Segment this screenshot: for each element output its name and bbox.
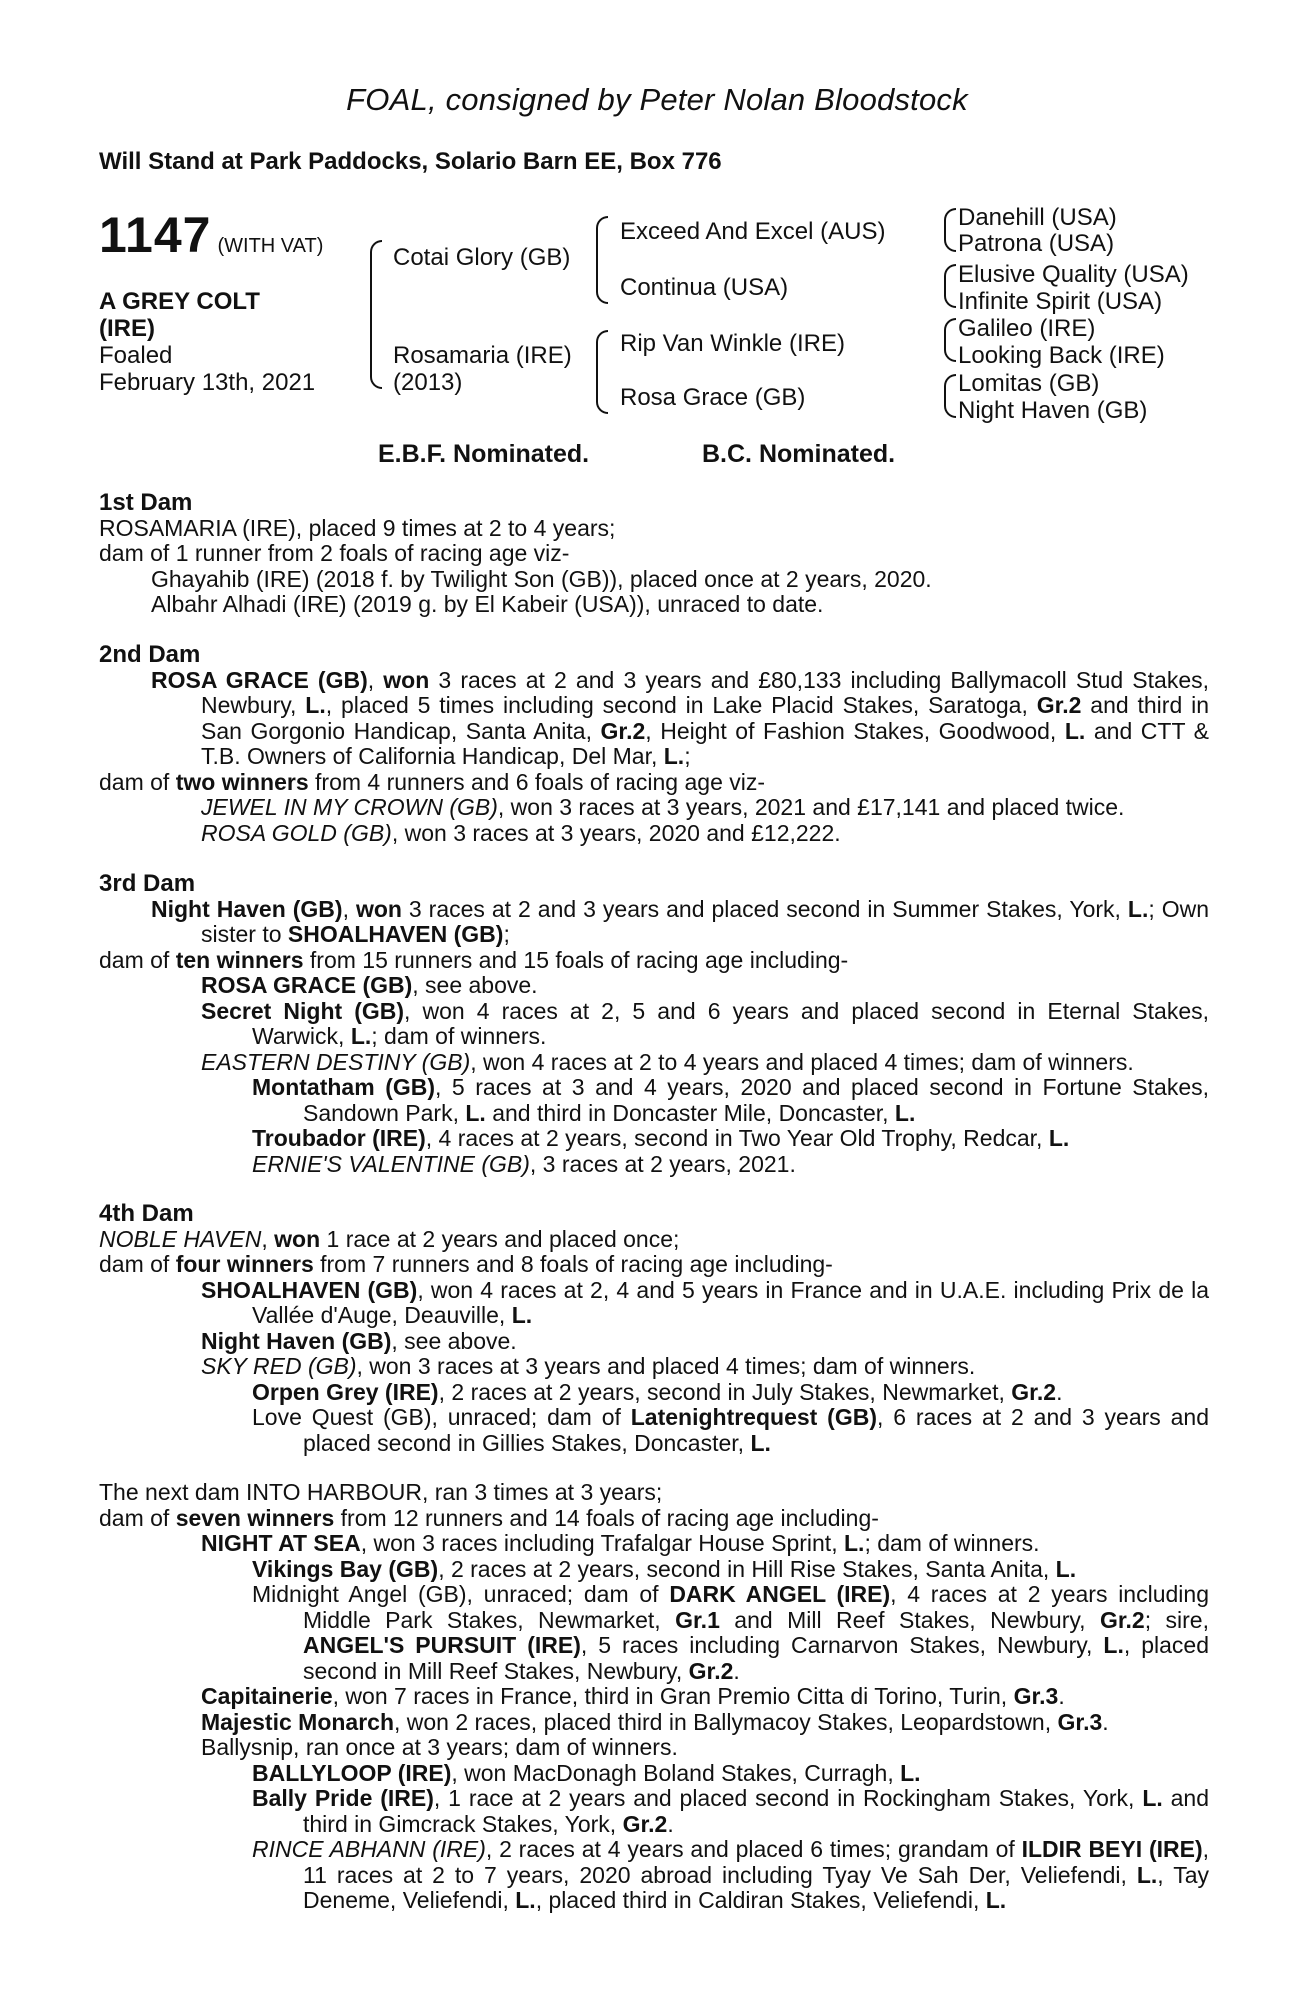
horse-name: RINCE ABHANN (IRE) xyxy=(252,1836,486,1862)
text-run: , 2 races at 2 years, second in July Stakes, Newmarket, xyxy=(438,1378,1012,1405)
pedigree-g1: Danehill (USA) xyxy=(958,204,1117,231)
race-grade: L. xyxy=(305,692,326,718)
horse-name: Latenightrequest (GB) xyxy=(630,1404,877,1430)
text-run: . xyxy=(1102,1708,1109,1735)
horse-country: (IRE) xyxy=(99,315,155,342)
text-run: , won 3 races including Trafalgar House Sprint, xyxy=(360,1530,844,1556)
third-dam-produce-line xyxy=(99,948,1209,974)
text-run: , placed 5 times including second in Lake Placid Stakes, Saratoga, xyxy=(325,692,1037,718)
fourth-dam-record xyxy=(99,1227,1209,1253)
text-run: , see above. xyxy=(412,972,538,998)
pedigree-dam-year: (2013) xyxy=(393,369,463,396)
pedigree-sire: Cotai Glory (GB) xyxy=(393,244,571,271)
text-run: , 5 races including Carnarvon Stakes, Newbury, xyxy=(580,1632,1104,1658)
race-grade: L. xyxy=(663,743,685,769)
pedigree-brace-g3 xyxy=(944,318,956,362)
next-dam-produce-line xyxy=(99,1506,1209,1532)
horse-name: ILDIR BEYI (IRE) xyxy=(1021,1836,1203,1862)
text-run: , xyxy=(367,666,384,693)
produce-entry xyxy=(99,973,1209,999)
second-dam-record xyxy=(99,668,1209,770)
text-run: dam of xyxy=(99,1504,176,1531)
text-run: , Height of Fashion Stakes, Goodwood, xyxy=(645,717,1065,744)
race-grade: Gr.3 xyxy=(1057,1708,1103,1735)
text-run: and CTT & T.B. Owners of California Handicap, Del Mar, xyxy=(201,717,1209,769)
horse-name: ROSA GRACE (GB) xyxy=(201,972,413,998)
text-run: four winners xyxy=(175,1251,314,1277)
produce-entry xyxy=(99,1354,1209,1380)
horse-name: Troubador (IRE) xyxy=(252,1125,426,1151)
text-run: , 2 races at 2 years, second in Hill Rise Stakes, Santa Anita, xyxy=(438,1555,1056,1582)
horse-name: ANGEL'S PURSUIT (IRE) xyxy=(303,1632,581,1658)
stabling-line: Will Stand at Park Paddocks, Solario Barn EE, Box 776 xyxy=(99,148,722,175)
race-grade: L. xyxy=(1127,895,1149,922)
horse-name: ERNIE'S VALENTINE (GB) xyxy=(252,1150,530,1177)
horse-name: SHOALHAVEN (GB) xyxy=(287,921,504,947)
next-dam-line: The next dam INTO HARBOUR, ran 3 times at 3 years; xyxy=(99,1479,663,1505)
text-run: , xyxy=(261,1225,275,1252)
race-grade: L. xyxy=(1048,1125,1070,1151)
text-run: 3 races at 2 and 3 years and placed second in Summer Stakes, York, xyxy=(401,895,1128,922)
text-run: , won 4 races at 2, 4 and 5 years in France and in U.A.E. including Prix de la Vallée d'Auge, Deauville, xyxy=(252,1276,1209,1328)
text-run: ; xyxy=(684,743,691,769)
text-run: , won MacDonagh Boland Stakes, Curragh, xyxy=(451,1759,901,1786)
race-grade: L. xyxy=(1055,1555,1077,1582)
text-run: , placed third in Caldiran Stakes, Veliefendi, xyxy=(535,1887,986,1913)
horse-description xyxy=(99,288,315,396)
text-run: , 4 races at 2 years, second in Two Year Old Trophy, Redcar, xyxy=(425,1125,1049,1151)
first-dam-heading: 1st Dam xyxy=(99,489,193,516)
pedigree-g2: Patrona (USA) xyxy=(958,230,1115,257)
pedigree-brace-main xyxy=(370,240,382,389)
lot-heading xyxy=(99,206,323,264)
text-run: and third in San Gorgonio Handicap, Santa Anita, xyxy=(201,692,1209,744)
race-grade: L. xyxy=(515,1887,536,1913)
text-run: . xyxy=(1058,1683,1065,1709)
horse-name: Orpen Grey (IRE) xyxy=(252,1378,439,1405)
produce-entry xyxy=(99,1761,1209,1787)
race-grade: Gr.2 xyxy=(688,1657,734,1684)
horse-name: ROSA GRACE (GB) xyxy=(151,666,368,693)
text-run: , won 3 races at 3 years, 2021 and £17,141 and placed twice. xyxy=(497,794,1125,820)
race-grade: L. xyxy=(900,1759,921,1786)
horse-name: Montatham (GB) xyxy=(252,1074,436,1100)
text-run: , won 2 races, placed third in Ballymacoy Stakes, Leopardstown, xyxy=(394,1708,1058,1735)
second-dam-heading: 2nd Dam xyxy=(99,641,201,668)
race-grade: Gr.2 xyxy=(1011,1378,1057,1405)
produce-entry xyxy=(99,821,1209,847)
horse-name: BALLYLOOP (IRE) xyxy=(252,1759,452,1786)
pedigree-dam-dam: Rosa Grace (GB) xyxy=(620,384,806,411)
pedigree-g6: Looking Back (IRE) xyxy=(958,342,1165,369)
lot-number: 1147 xyxy=(99,207,212,263)
text-run: , see above. xyxy=(391,1327,517,1354)
pedigree-dam: Rosamaria (IRE) xyxy=(393,342,572,369)
text-run: dam of xyxy=(99,768,176,795)
text-run: from 4 runners and 6 foals of racing age viz- xyxy=(308,768,766,795)
vat-label: (WITH VAT) xyxy=(217,235,324,257)
produce-entry xyxy=(99,1582,1209,1684)
produce-entry xyxy=(99,1126,1209,1152)
produce-entry xyxy=(99,1075,1209,1126)
produce-entry xyxy=(99,1152,1209,1178)
text-run: ; dam of winners. xyxy=(371,1023,547,1049)
race-grade: L. xyxy=(750,1429,771,1456)
horse-name: Vikings Bay (GB) xyxy=(252,1555,439,1582)
pedigree-brace-g4 xyxy=(944,374,956,418)
horse-name: Night Haven (GB) xyxy=(201,1327,392,1354)
text-run: ten winners xyxy=(175,946,304,973)
text-run: 1 race at 2 years and placed once; xyxy=(320,1225,680,1252)
produce-entry xyxy=(99,1531,1209,1557)
produce-entry: Albahr Alhadi (IRE) (2019 g. by El Kabeir (USA)), unraced to date. xyxy=(151,591,824,617)
text-run: and Mill Reef Stakes, Newbury, xyxy=(719,1606,1100,1633)
text-run: . xyxy=(667,1810,674,1837)
race-grade: L. xyxy=(350,1023,372,1049)
text-run: , xyxy=(342,895,356,922)
text-run: seven winners xyxy=(175,1504,335,1531)
second-dam-section xyxy=(99,642,1209,846)
pedigree-sire-dam: Continua (USA) xyxy=(620,274,789,301)
horse-name: Majestic Monarch xyxy=(201,1708,394,1735)
race-grade: Gr.2 xyxy=(1099,1606,1145,1633)
text-run: ; xyxy=(503,921,510,947)
produce-entry xyxy=(99,795,1209,821)
produce-entry: Ghayahib (IRE) (2018 f. by Twilight Son (GB)), placed once at 2 years, 2020. xyxy=(151,565,932,592)
race-grade: L. xyxy=(894,1099,916,1126)
text-run: ; sire, xyxy=(1144,1606,1209,1633)
horse-name: Secret Night (GB) xyxy=(201,997,405,1024)
text-run: won xyxy=(274,1225,321,1252)
text-run: Midnight Angel (GB), unraced; dam of xyxy=(252,1581,670,1607)
text-run: , won 3 races at 3 years and placed 4 times; dam of winners. xyxy=(356,1353,976,1379)
horse-name: DARK ANGEL (IRE) xyxy=(669,1581,891,1607)
horse-name: EASTERN DESTINY (GB) xyxy=(201,1048,471,1075)
ebf-nomination: E.B.F. Nominated. xyxy=(378,440,590,468)
produce-entry xyxy=(99,1786,1209,1837)
race-grade: L. xyxy=(985,1887,1007,1913)
third-dam-record xyxy=(99,897,1209,948)
text-run: , 2 races at 4 years and placed 6 times; grandam of xyxy=(485,1836,1022,1862)
race-grade: Gr.2 xyxy=(1036,692,1082,718)
text-run: , placed second in Mill Reef Stakes, Newbury, xyxy=(303,1632,1210,1684)
foaled-label: Foaled xyxy=(99,342,173,369)
text-run: won xyxy=(383,666,430,693)
text-run: from 15 runners and 15 foals of racing age including- xyxy=(303,946,849,973)
pedigree-brace-g2 xyxy=(944,264,956,308)
race-grade: L. xyxy=(1136,1861,1158,1888)
text-run: from 12 runners and 14 foals of racing age including- xyxy=(334,1504,879,1531)
horse-name: SKY RED (GB) xyxy=(201,1353,357,1379)
race-grade: Gr.3 xyxy=(1013,1683,1059,1709)
text-run: and third in Gimcrack Stakes, York, xyxy=(303,1785,1210,1837)
pedigree-dam-sire: Rip Van Winkle (IRE) xyxy=(620,330,845,357)
race-grade: Gr.1 xyxy=(675,1606,720,1633)
produce-entry xyxy=(99,1837,1209,1914)
text-run: , 11 races at 2 to 7 years, 2020 abroad including Tyay Ve Sah Der, Veliefendi, xyxy=(303,1836,1209,1888)
horse-name: Bally Pride (IRE) xyxy=(252,1785,434,1811)
pedigree-sire-sire: Exceed And Excel (AUS) xyxy=(620,218,886,245)
text-run: ; dam of winners. xyxy=(864,1530,1040,1556)
text-run: , won 4 races at 2, 5 and 6 years and placed second in Eternal Stakes, Warwick, xyxy=(252,997,1210,1049)
produce-entry xyxy=(99,1329,1209,1355)
race-grade: L. xyxy=(511,1302,533,1328)
horse-name: Night Haven (GB) xyxy=(151,895,343,922)
text-run: , won 3 races at 3 years, 2020 and £12,222. xyxy=(391,819,841,846)
text-run: and third in Doncaster Mile, Doncaster, xyxy=(485,1099,895,1126)
text-run: , 5 races at 3 and 4 years, 2020 and placed second in Fortune Stakes, Sandown Park, xyxy=(303,1074,1209,1126)
first-dam-produce-line: dam of 1 runner from 2 foals of racing age viz- xyxy=(99,540,570,566)
text-run: , 4 races at 2 years including Middle Park Stakes, Newmarket, xyxy=(303,1581,1209,1633)
bc-nomination: B.C. Nominated. xyxy=(702,440,896,468)
race-grade: L. xyxy=(1064,717,1086,744)
pedigree-g5: Galileo (IRE) xyxy=(958,315,1096,342)
text-run: . xyxy=(733,1657,740,1684)
text-run: , won 7 races in France, third in Gran Premio Citta di Torino, Turin, xyxy=(332,1683,1014,1709)
text-run: from 7 runners and 8 foals of racing age including- xyxy=(313,1251,833,1277)
produce-entry xyxy=(99,1278,1209,1329)
produce-entry xyxy=(99,1405,1209,1456)
race-grade: L. xyxy=(1103,1632,1124,1658)
pedigree-g8: Night Haven (GB) xyxy=(958,397,1148,424)
first-dam-line: ROSAMARIA (IRE), placed 9 times at 2 to 4 years; xyxy=(99,514,616,541)
horse-name: JEWEL IN MY CROWN (GB) xyxy=(201,794,498,820)
text-run: dam of xyxy=(99,1251,176,1277)
third-dam-section xyxy=(99,871,1209,1177)
race-grade: Gr.2 xyxy=(600,717,646,744)
third-dam-heading: 3rd Dam xyxy=(99,870,196,897)
text-run: , 1 race at 2 years and placed second in Rockingham Stakes, York, xyxy=(433,1785,1143,1811)
produce-entry: Ballysnip, ran once at 3 years; dam of winners. xyxy=(201,1734,678,1760)
first-dam-section xyxy=(99,490,1209,618)
horse-name: NOBLE HAVEN xyxy=(99,1225,262,1252)
second-dam-produce-line xyxy=(99,770,1209,796)
text-run: , won 4 races at 2 to 4 years and placed 4 times; dam of winners. xyxy=(470,1048,1134,1075)
produce-entry xyxy=(99,1050,1209,1076)
pedigree-g7: Lomitas (GB) xyxy=(958,370,1100,397)
pedigree-brace-sire xyxy=(596,216,608,304)
pedigree-brace-dam xyxy=(596,330,608,414)
horse-name: NIGHT AT SEA xyxy=(201,1530,361,1556)
fourth-dam-produce-line xyxy=(99,1252,1209,1278)
next-dam-section xyxy=(99,1480,1209,1914)
consignment-line: FOAL, consigned by Peter Nolan Bloodstock xyxy=(346,82,968,117)
race-grade: L. xyxy=(843,1530,865,1556)
text-run: 3 races at 2 and 3 years and £80,133 including Ballymacoll Stud Stakes, Newbury, xyxy=(201,666,1210,718)
race-grade: L. xyxy=(1142,1785,1163,1811)
horse-name: Capitainerie xyxy=(201,1683,333,1709)
pedigree-g4: Infinite Spirit (USA) xyxy=(958,288,1163,315)
horse-name: SHOALHAVEN (GB) xyxy=(201,1276,418,1303)
text-run: two winners xyxy=(175,768,309,795)
foaled-date: February 13th, 2021 xyxy=(99,369,316,396)
text-run: , 3 races at 2 years, 2021. xyxy=(529,1150,796,1177)
pedigree-g3: Elusive Quality (USA) xyxy=(958,261,1189,288)
text-run: . xyxy=(1056,1378,1063,1405)
race-grade: Gr.2 xyxy=(622,1810,668,1837)
text-run: won xyxy=(355,895,402,922)
horse-sex-colour: A GREY COLT xyxy=(99,288,260,315)
text-run: ; Own sister to xyxy=(201,895,1210,947)
fourth-dam-section xyxy=(99,1201,1209,1456)
fourth-dam-heading: 4th Dam xyxy=(99,1200,194,1227)
pedigree-brace-g1 xyxy=(944,208,956,252)
text-run: dam of xyxy=(99,946,176,973)
produce-entry xyxy=(99,1684,1209,1710)
race-grade: L. xyxy=(465,1099,486,1126)
produce-entry xyxy=(99,1557,1209,1583)
produce-entry xyxy=(99,999,1209,1050)
produce-entry xyxy=(99,1380,1209,1406)
text-run: , 6 races at 2 and 3 years and placed second in Gillies Stakes, Doncaster, xyxy=(303,1404,1209,1456)
produce-entry xyxy=(99,1710,1209,1736)
horse-name: ROSA GOLD (GB) xyxy=(201,819,392,846)
text-run: Love Quest (GB), unraced; dam of xyxy=(252,1404,631,1430)
text-run: , Tay Deneme, Veliefendi, xyxy=(303,1861,1209,1913)
